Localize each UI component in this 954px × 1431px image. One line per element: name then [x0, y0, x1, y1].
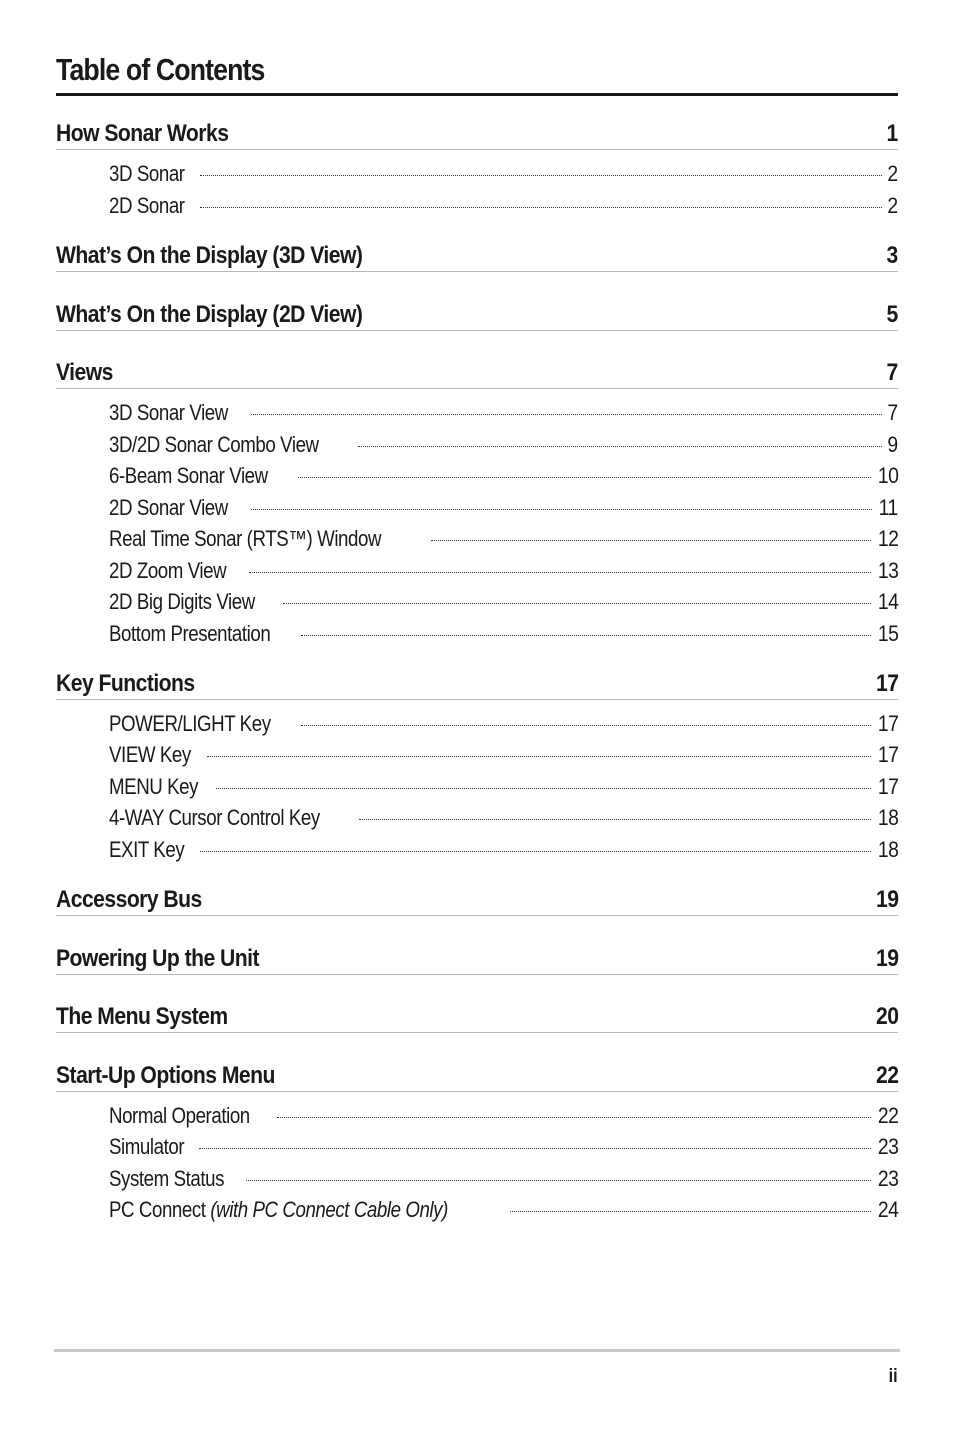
- entry-label: 6-Beam Sonar View: [109, 463, 268, 488]
- entry-page: 11: [878, 495, 898, 520]
- dot-leader: [200, 207, 882, 208]
- section-title: What’s On the Display (2D View): [56, 301, 363, 328]
- entry-label: 3D Sonar View: [109, 400, 228, 425]
- section-title: What’s On the Display (3D View): [56, 242, 363, 269]
- entry-page: 17: [877, 774, 898, 799]
- section-title: Start-Up Options Menu: [56, 1062, 275, 1089]
- dot-leader: [207, 756, 870, 757]
- entry-page: 18: [877, 837, 898, 862]
- dot-leader: [200, 175, 882, 176]
- entry-label: 2D Big Digits View: [109, 589, 255, 614]
- dot-leader: [251, 509, 872, 510]
- toc-entry-2d-big-digits-view[interactable]: [109, 589, 898, 613]
- toc-section-menu-system[interactable]: [56, 1003, 898, 1033]
- dot-leader: [359, 819, 871, 820]
- entry-label: POWER/LIGHT Key: [109, 711, 271, 736]
- toc-entry-rts-window[interactable]: [109, 526, 898, 550]
- entry-page: 18: [877, 805, 898, 830]
- entry-label: Normal Operation: [109, 1103, 250, 1128]
- dot-leader: [298, 477, 871, 478]
- section-title: Powering Up the Unit: [56, 945, 259, 972]
- title-divider: [56, 93, 898, 96]
- toc-section-display-3d-view[interactable]: [56, 242, 898, 272]
- section-title: Accessory Bus: [56, 886, 202, 913]
- entry-page: 17: [877, 742, 898, 767]
- section-title: Key Functions: [56, 670, 195, 697]
- toc-entry-normal-operation[interactable]: [109, 1103, 898, 1127]
- dot-leader: [251, 414, 882, 415]
- footer-page-number: ii: [889, 1366, 898, 1387]
- page-title: Table of Contents: [56, 52, 265, 87]
- toc-entry-3d-2d-combo-view[interactable]: [109, 432, 898, 456]
- section-title: The Menu System: [56, 1003, 228, 1030]
- entry-label: 4-WAY Cursor Control Key: [109, 805, 320, 830]
- entry-label: 3D/2D Sonar Combo View: [109, 432, 319, 457]
- entry-page: 23: [877, 1166, 898, 1191]
- dot-leader: [510, 1211, 871, 1212]
- toc-entry-exit-key[interactable]: [109, 837, 898, 861]
- toc-section-display-2d-view[interactable]: [56, 301, 898, 331]
- toc-entry-2d-sonar-view[interactable]: [109, 495, 898, 519]
- section-page: 19: [875, 886, 898, 913]
- dot-leader: [246, 1180, 870, 1181]
- toc-section-start-up-options[interactable]: [56, 1062, 898, 1092]
- entry-page: 23: [877, 1134, 898, 1159]
- toc-entry-3d-sonar[interactable]: [109, 161, 898, 185]
- toc-entry-4-way-cursor-key[interactable]: [109, 805, 898, 829]
- entry-label: EXIT Key: [109, 837, 185, 862]
- entry-label-group: [109, 1197, 448, 1223]
- dot-leader: [277, 1117, 871, 1118]
- entry-page: 2: [887, 161, 898, 186]
- toc-entry-menu-key[interactable]: [109, 774, 898, 798]
- entry-page: 17: [877, 711, 898, 736]
- section-page: 3: [886, 242, 898, 269]
- entry-label: Bottom Presentation: [109, 621, 271, 646]
- toc-section-powering-up[interactable]: [56, 945, 898, 975]
- dot-leader: [216, 788, 871, 789]
- dot-leader: [199, 1148, 870, 1149]
- entry-page: 15: [877, 621, 898, 646]
- entry-label-note: (with PC Connect Cable Only): [210, 1197, 448, 1222]
- section-page: 19: [875, 945, 898, 972]
- toc-section-key-functions[interactable]: [56, 670, 898, 700]
- toc-section-views[interactable]: [56, 359, 898, 389]
- section-page: 7: [886, 359, 898, 386]
- dot-leader: [431, 540, 870, 541]
- dot-leader: [358, 446, 883, 447]
- toc-entry-2d-zoom-view[interactable]: [109, 558, 898, 582]
- entry-label: 2D Sonar: [109, 193, 185, 218]
- dot-leader: [200, 851, 871, 852]
- entry-label: 3D Sonar: [109, 161, 185, 186]
- toc-entry-3d-sonar-view[interactable]: [109, 400, 898, 424]
- entry-label: 2D Zoom View: [109, 558, 227, 583]
- entry-page: 14: [877, 589, 898, 614]
- section-page: 1: [886, 120, 898, 147]
- toc-entry-2d-sonar[interactable]: [109, 193, 898, 217]
- toc-entry-view-key[interactable]: [109, 742, 898, 766]
- dot-leader: [249, 572, 871, 573]
- section-title: Views: [56, 359, 113, 386]
- entry-label: Real Time Sonar (RTS™) Window: [109, 526, 382, 551]
- dot-leader: [283, 603, 871, 604]
- entry-label: PC Connect: [109, 1197, 206, 1222]
- entry-label: MENU Key: [109, 774, 199, 799]
- entry-page: 13: [877, 558, 898, 583]
- dot-leader: [301, 725, 870, 726]
- entry-page: 22: [877, 1103, 898, 1128]
- entry-page: 2: [887, 193, 898, 218]
- section-page: 5: [886, 301, 898, 328]
- toc-entry-6-beam-sonar-view[interactable]: [109, 463, 898, 487]
- toc-section-accessory-bus[interactable]: [56, 886, 898, 916]
- entry-page: 9: [887, 432, 898, 457]
- entry-label: 2D Sonar View: [109, 495, 228, 520]
- section-page: 22: [875, 1062, 898, 1089]
- toc-entry-system-status[interactable]: [109, 1166, 898, 1190]
- section-page: 20: [875, 1003, 898, 1030]
- entry-label: Simulator: [109, 1134, 185, 1159]
- entry-page: 10: [877, 463, 898, 488]
- footer-divider: [54, 1349, 900, 1352]
- toc-entry-power-light-key[interactable]: [109, 711, 898, 735]
- section-page: 17: [875, 670, 898, 697]
- toc-entry-pc-connect[interactable]: [109, 1197, 898, 1221]
- entry-page: 12: [877, 526, 898, 551]
- toc-entry-simulator[interactable]: [109, 1134, 898, 1158]
- entry-label: VIEW Key: [109, 742, 191, 767]
- entry-label: System Status: [109, 1166, 225, 1191]
- entry-page: 24: [877, 1197, 898, 1222]
- section-title: How Sonar Works: [56, 120, 229, 147]
- toc-entry-bottom-presentation[interactable]: [109, 621, 898, 645]
- entry-page: 7: [887, 400, 898, 425]
- dot-leader: [301, 635, 871, 636]
- toc-section-how-sonar-works[interactable]: [56, 120, 898, 150]
